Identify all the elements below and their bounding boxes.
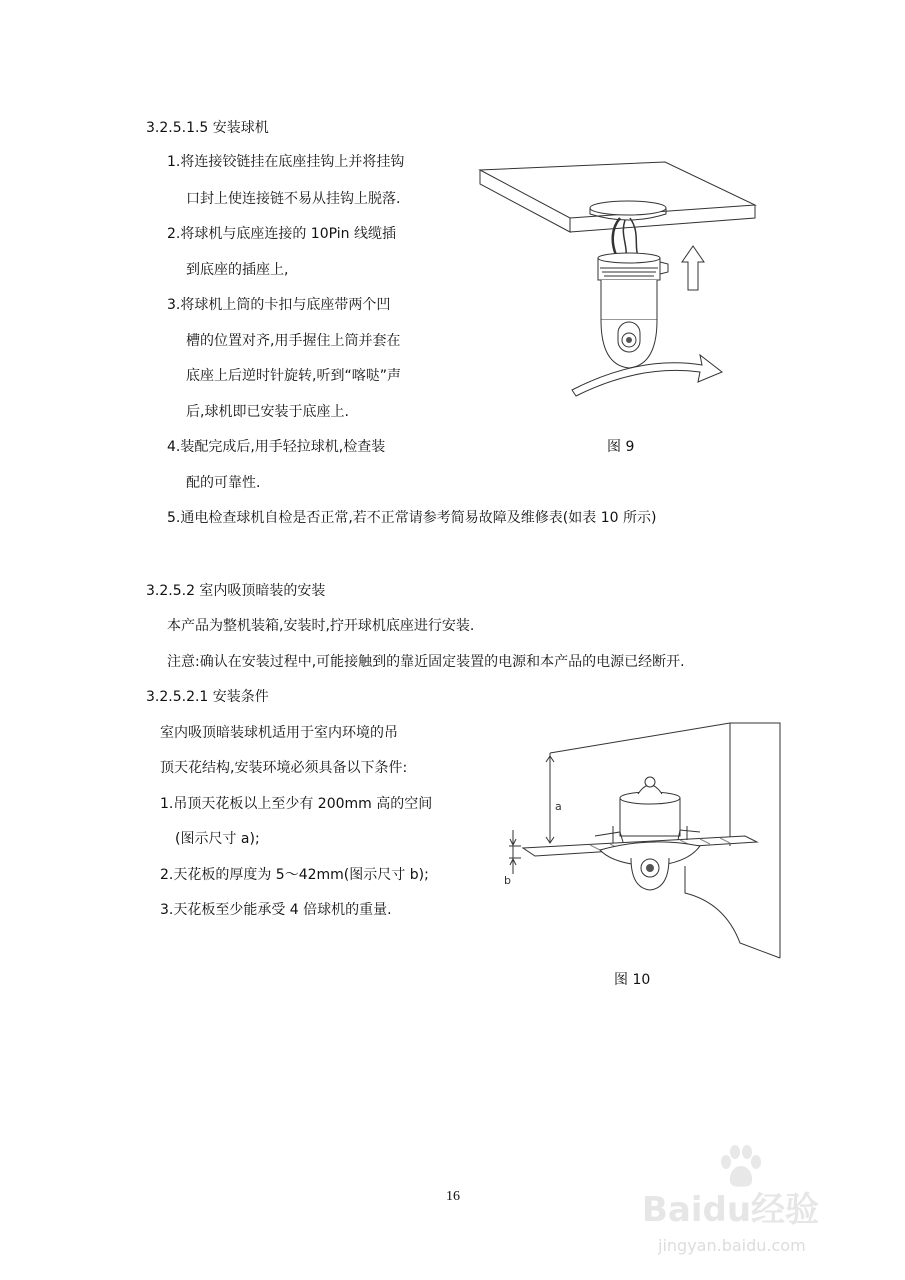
condition-line: 2.天花板的厚度为 5～42mm(图示尺寸 b); xyxy=(160,867,429,883)
section-heading-3-2-5-2: 3.2.5.2 室内吸顶暗装的安装 xyxy=(146,583,326,599)
step-line: 底座上后逆时针旋转,听到“喀哒”声 xyxy=(186,368,401,384)
figure-9-caption: 图 9 xyxy=(607,439,635,455)
paragraph-line: 本产品为整机装箱,安装时,拧开球机底座进行安装. xyxy=(167,618,475,634)
step-line: 5.通电检查球机自检是否正常,若不正常请参考简易故障及维修表(如表 10 所示) xyxy=(167,510,657,526)
step-line: 4.装配完成后,用手轻拉球机,检查装 xyxy=(167,439,386,455)
step-line: 2.将球机与底座连接的 10Pin 线缆插 xyxy=(167,226,396,242)
watermark-url: jingyan.baidu.com xyxy=(658,1236,806,1255)
step-line: 1.将连接铰链挂在底座挂钩上并将挂钩 xyxy=(167,154,405,170)
step-line: 到底座的插座上, xyxy=(186,262,289,278)
step-line: 3.将球机上筒的卡扣与底座带两个凹 xyxy=(167,297,391,313)
condition-line: (图示尺寸 a); xyxy=(175,831,260,847)
page-number: 16 xyxy=(446,1189,460,1204)
baidu-watermark xyxy=(628,1140,878,1265)
condition-line: 1.吊顶天花板以上至少有 200mm 高的空间 xyxy=(160,796,433,812)
figure-10-ceiling-mount-illustration xyxy=(495,718,795,963)
step-line: 配的可靠性. xyxy=(186,475,261,491)
step-line: 口封上使连接链不易从挂钩上脱落. xyxy=(186,191,401,207)
step-line: 槽的位置对齐,用手握住上筒并套在 xyxy=(186,333,401,349)
dimension-a-label: a xyxy=(555,800,562,813)
figure-10-caption: 图 10 xyxy=(614,972,651,988)
condition-line: 室内吸顶暗装球机适用于室内环境的吊 xyxy=(160,725,398,741)
step-line: 后,球机即已安装于底座上. xyxy=(186,404,349,420)
condition-line: 顶天花结构,安装环境必须具备以下条件: xyxy=(160,760,408,776)
dimension-b-label: b xyxy=(504,874,511,887)
note-line: 注意:确认在安装过程中,可能接触到的靠近固定装置的电源和本产品的电源已经断开. xyxy=(167,654,685,670)
section-heading-3-2-5-1-5: 3.2.5.1.5 安装球机 xyxy=(146,120,269,136)
figure-9-dome-camera-illustration xyxy=(470,150,760,400)
section-heading-3-2-5-2-1: 3.2.5.2.1 安装条件 xyxy=(146,689,269,705)
watermark-brand: Baidu经验 xyxy=(642,1190,820,1230)
condition-line: 3.天花板至少能承受 4 倍球机的重量. xyxy=(160,902,392,918)
